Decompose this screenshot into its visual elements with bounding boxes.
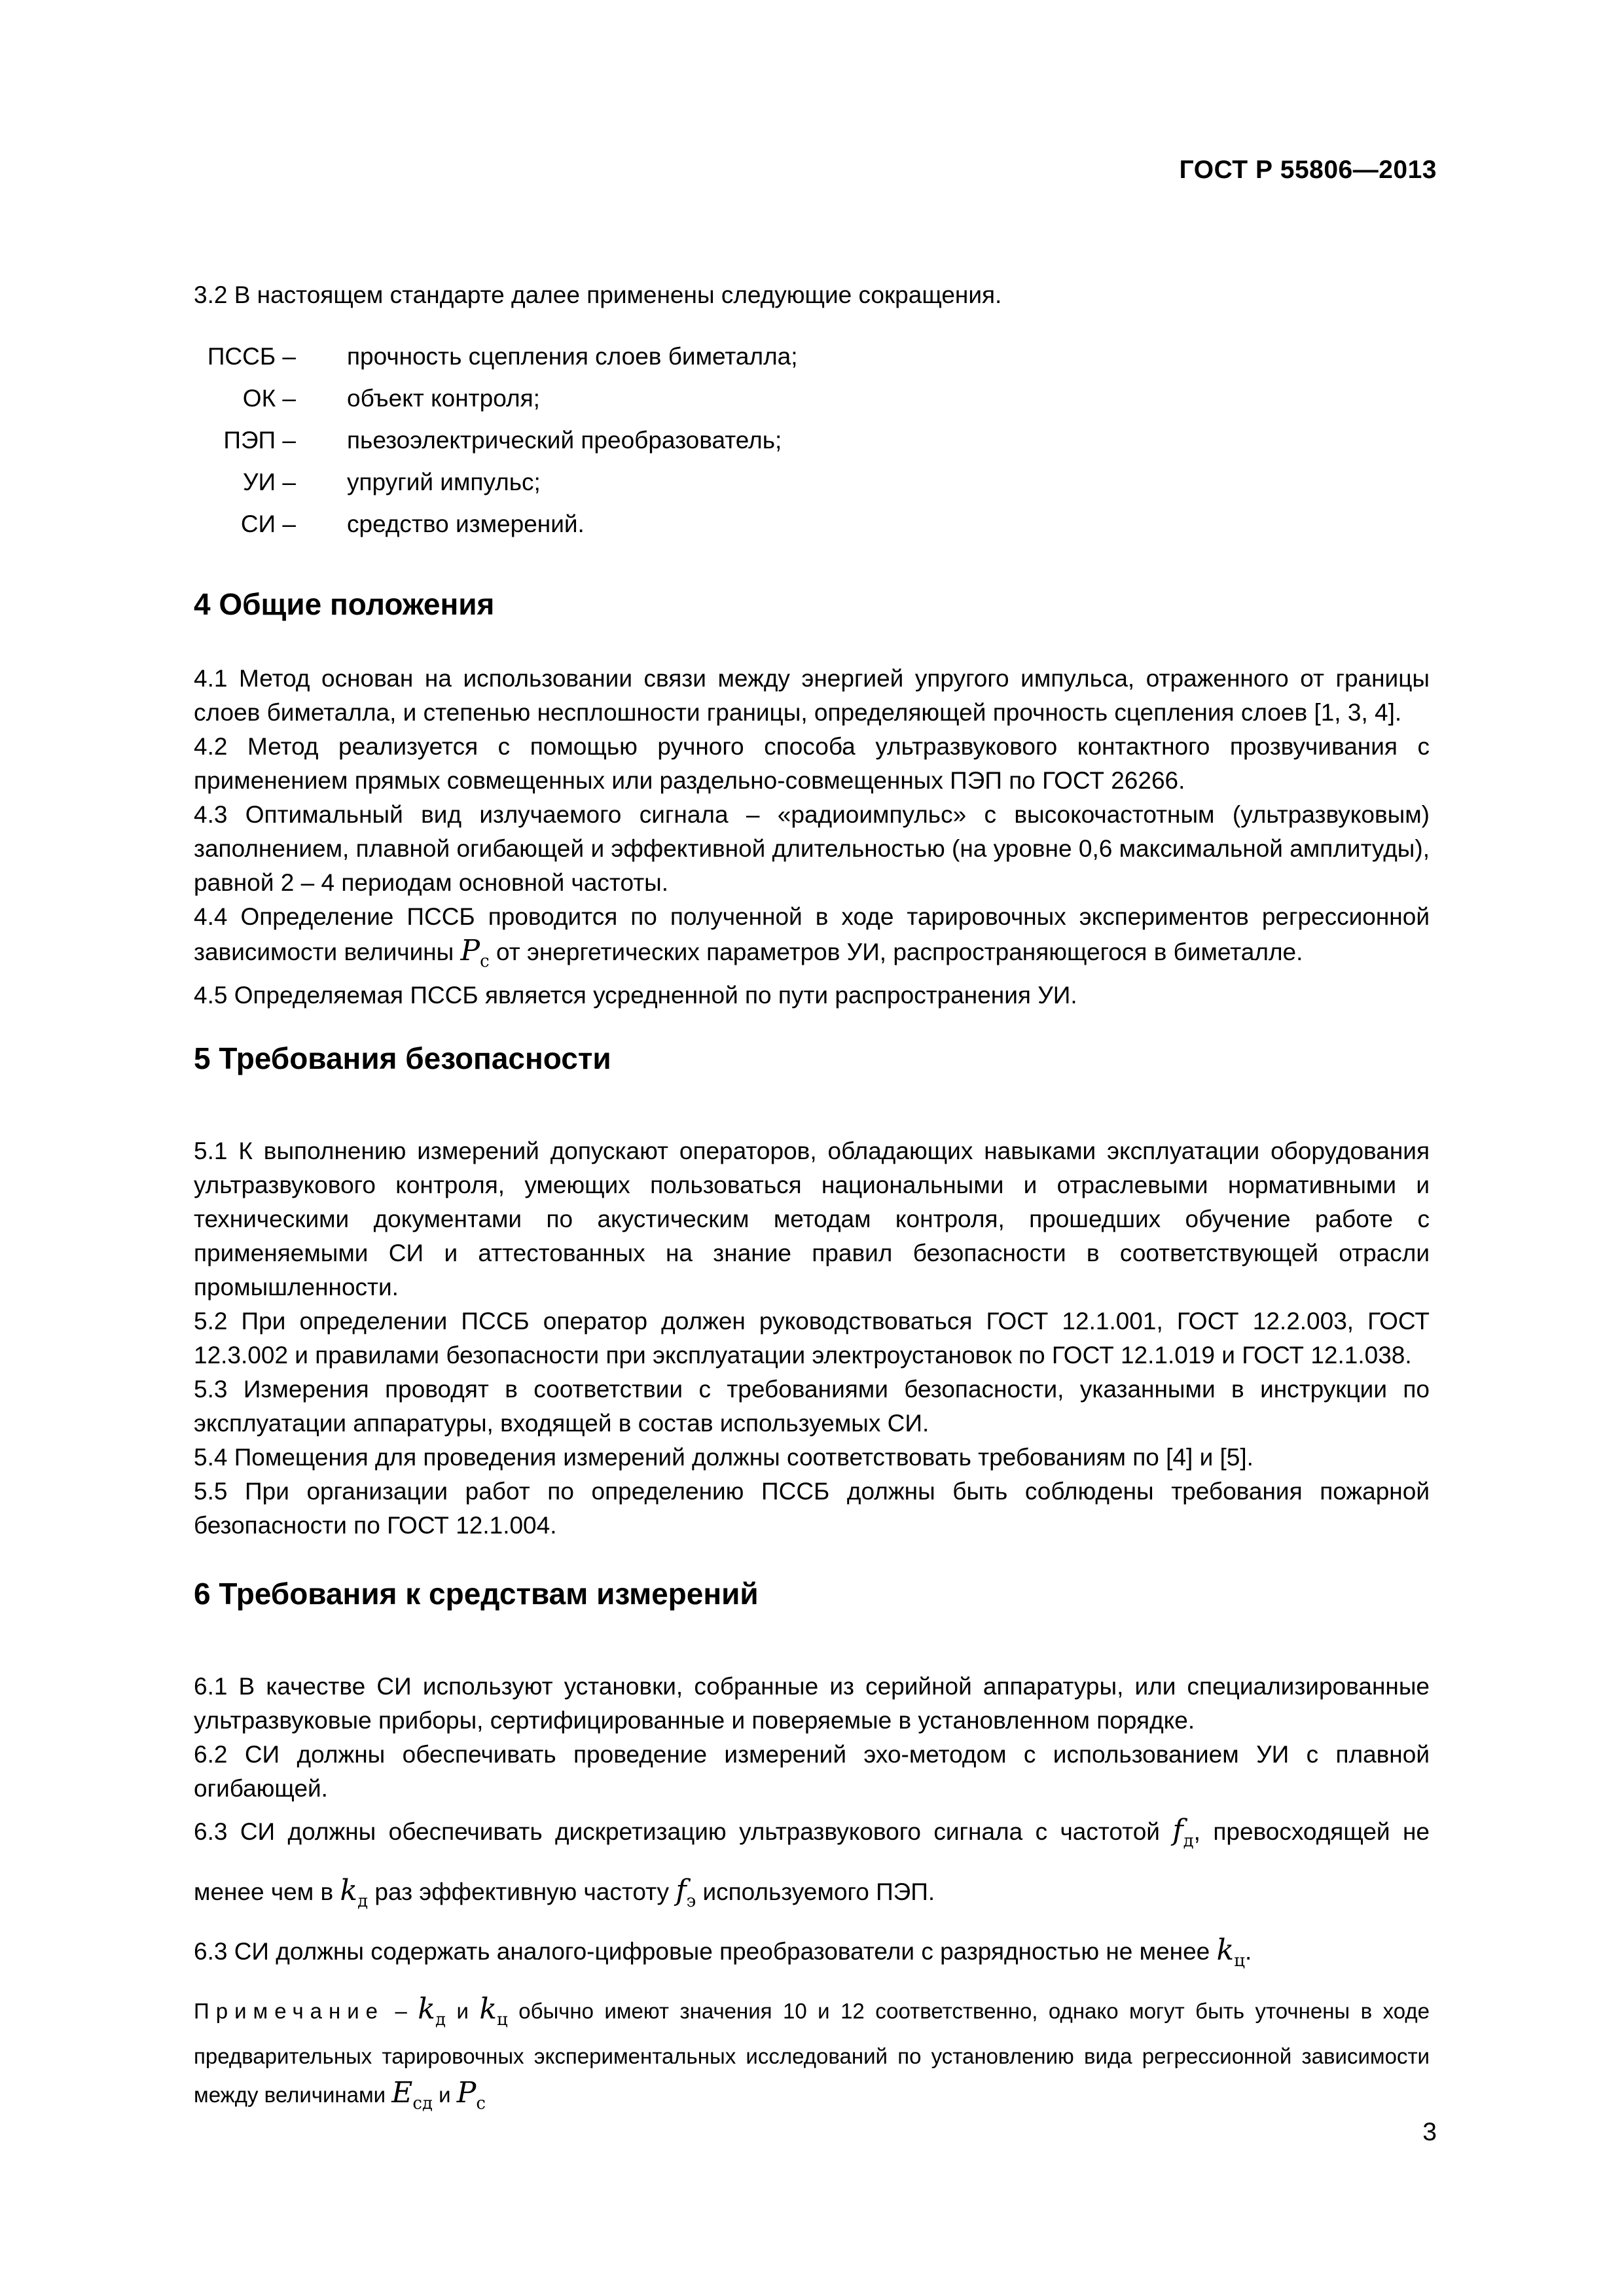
clause-4-1: 4.1 Метод основан на использовании связи между энергией упругого импульса, отраженного от границы слоев биметалла, и степенью несплошности границы, определяющей прочность сцепления слоев [1, 3, 4]. bbox=[194, 665, 1430, 726]
abbreviation-term: ОК – bbox=[242, 385, 296, 412]
variable-f-e: $f_э$ bbox=[676, 1873, 696, 1911]
clause-5-1: 5.1 К выполнению измерений допускают операторов, обладающих навыками эксплуатации оборудования ультразвукового контроля, умеющих пользоваться национальными и отраслевыми нормативными и техническими документами по акустическим методам контроля, прошедших обучение работе с применяемыми СИ и аттестованных на знание правил безопасности в соответствующей отрасли промышленности. bbox=[194, 1137, 1430, 1300]
section-6-heading: 6 Требования к средствам измерений bbox=[194, 1576, 759, 1611]
document-header: ГОСТ Р 55806—2013 bbox=[1179, 156, 1437, 184]
page-number: 3 bbox=[1422, 2118, 1437, 2146]
clause-4-4 bbox=[194, 900, 1430, 978]
clause-5-5: 5.5 При организации работ по определению ПССБ должны быть соблюдены требования пожарной безопасности по ГОСТ 12.1.004. bbox=[194, 1477, 1430, 1539]
clause-4-5: 4.5 Определяемая ПССБ является усредненной по пути распространения УИ. bbox=[194, 981, 1077, 1009]
variable-k-c: $k_ц$ bbox=[479, 1992, 508, 2030]
abbreviation-row bbox=[194, 420, 1430, 461]
abbreviations-list bbox=[194, 336, 1430, 545]
clause-6-1: 6.1 В качестве СИ используют установки, собранные из серийной аппаратуры, или специализированные ультразвуковые приборы, сертифицированные и поверяемые в установленном порядке. bbox=[194, 1672, 1430, 1734]
page-content bbox=[194, 278, 1430, 2144]
variable-p-c: $P_c$ bbox=[460, 934, 490, 971]
abbreviation-row bbox=[194, 503, 1430, 545]
abbreviation-row bbox=[194, 336, 1430, 378]
clause-6-3-sampling: 6.3 СИ должны обеспечивать дискретизацию ультразвукового сигнала с частотой $f_д$, превосходящей не менее чем в $k_д$ раз эффективную частоту $f_э$ используемого ПЭП. bbox=[194, 1813, 1430, 1911]
abbreviation-definition: пьезоэлектрический преобразователь; bbox=[347, 427, 782, 454]
abbreviation-definition: объект контроля; bbox=[347, 385, 540, 412]
section-5-heading: 5 Требования безопасности bbox=[194, 1041, 611, 1075]
variable-f-d: $f_д$ bbox=[1172, 1813, 1194, 1851]
abbreviation-term: ПЭП – bbox=[223, 427, 296, 454]
variable-k-d: $k_д$ bbox=[340, 1873, 369, 1911]
clause-6-2: 6.2 СИ должны обеспечивать проведение измерений эхо-методом с использованием УИ с плавной огибающей. bbox=[194, 1740, 1430, 1802]
note: Примечание – $k_д$ и $k_ц$ обычно имеют значения 10 и 12 соответственно, однако могут быть уточнены в ходе предварительных тарировочных экспериментальных исследований по установлению вида регрессионной зависимости между величинами $E_{сд}$ и $P_c$ bbox=[194, 1992, 1430, 2113]
abbreviation-definition: прочность сцепления слоев биметалла; bbox=[347, 343, 798, 370]
clause-4-4-text-start: 4.4 Определение ПССБ проводится по полученной в ходе тарировочных экспериментов регрессионной зависимости величины bbox=[194, 903, 1430, 965]
variable-e-cd: $E_{сд}$ bbox=[391, 2075, 433, 2113]
abbreviation-row bbox=[194, 461, 1430, 503]
abbreviation-term: УИ – bbox=[243, 469, 296, 495]
clause-4-2: 4.2 Метод реализуется с помощью ручного способа ультразвукового контактного прозвучивания с применением прямых совмещенных или раздельно-совмещенных ПЭП по ГОСТ 26266. bbox=[194, 733, 1430, 794]
clause-4-4-text-end: от энергетических параметров УИ, распространяющегося в биметалле. bbox=[489, 939, 1303, 965]
abbreviation-term: СИ – bbox=[240, 511, 296, 537]
abbreviation-definition: упругий импульс; bbox=[347, 469, 541, 495]
clause-5-3: 5.3 Измерения проводят в соответствии с требованиями безопасности, указанными в инструкции по эксплуатации аппаратуры, входящей в состав используемых СИ. bbox=[194, 1375, 1430, 1437]
abbreviation-term: ПССБ – bbox=[207, 343, 296, 370]
abbreviations-intro: 3.2 В настоящем стандарте далее применены следующие сокращения. bbox=[194, 281, 1002, 308]
clause-6-3-adc: 6.3 СИ должны содержать аналого-цифровые преобразователи с разрядностью не менее $k_ц$. bbox=[194, 1933, 1252, 1971]
variable-p-c: $P_c$ bbox=[456, 2075, 486, 2113]
clause-5-2: 5.2 При определении ПССБ оператор должен руководствоваться ГОСТ 12.1.001, ГОСТ 12.2.003, ГОСТ 12.3.002 и правилами безопасности при эксплуатации электроустановок по ГОСТ 12.1.019 и ГОСТ 12.1.038. bbox=[194, 1307, 1430, 1369]
clause-4-3: 4.3 Оптимальный вид излучаемого сигнала – «радиоимпульс» с высокочастотным (ультразвуковым) заполнением, плавной огибающей и эффективной длительностью (на уровне 0,6 максимальной амплитуды), равной 2 – 4 периодам основной частоты. bbox=[194, 801, 1430, 896]
section-4-heading: 4 Общие положения bbox=[194, 587, 495, 621]
note-label: Примечание bbox=[194, 1999, 385, 2024]
clause-5-4: 5.4 Помещения для проведения измерений должны соответствовать требованиям по [4] и [5]. bbox=[194, 1443, 1254, 1471]
variable-k-c: $k_ц$ bbox=[1216, 1933, 1245, 1971]
abbreviation-definition: средство измерений. bbox=[347, 511, 585, 537]
abbreviation-row bbox=[194, 378, 1430, 420]
variable-k-d: $k_д$ bbox=[418, 1992, 446, 2030]
